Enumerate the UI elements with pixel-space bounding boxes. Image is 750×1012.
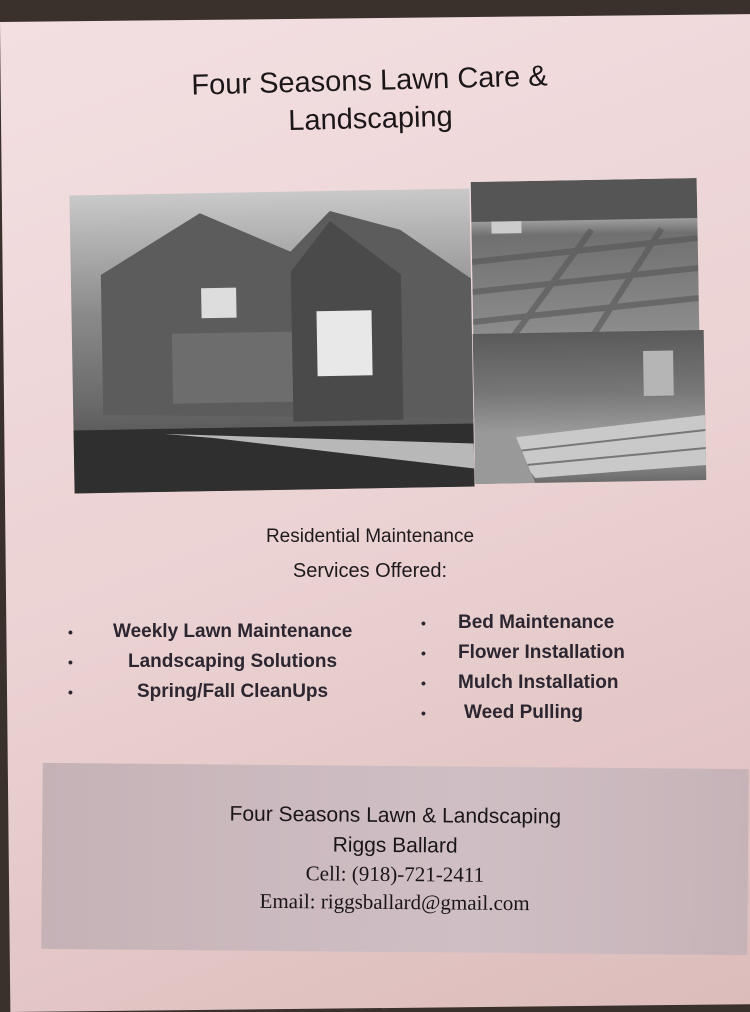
service-item: • Flower Installation (415, 638, 675, 668)
retaining-wall-photo (473, 330, 707, 484)
contact-company: Four Seasons Lawn & Landscaping (229, 802, 562, 829)
service-item: • Mulch Installation (415, 668, 675, 698)
services-list-left (60, 617, 390, 707)
bullet-icon: • (421, 615, 426, 631)
title-line-2: Landscaping (287, 100, 454, 138)
services-heading-line-2: Services Offered: (292, 560, 448, 582)
service-item: • Landscaping Solutions (60, 647, 390, 677)
bullet-icon: • (68, 654, 73, 670)
contact-cell: Cell: (918)-721-2411 (305, 861, 485, 887)
service-item: • Spring/Fall CleanUps (60, 677, 390, 707)
service-item: • Weed Pulling (415, 698, 675, 728)
contact-name: Riggs Ballard (332, 833, 458, 858)
contact-box (41, 763, 749, 955)
lawn-photo (471, 178, 700, 337)
title-line-1: Four Seasons Lawn Care & (191, 60, 548, 102)
bullet-icon: • (68, 624, 73, 640)
services-heading-line-1: Residential Maintenance (265, 526, 475, 547)
bullet-icon: • (421, 705, 426, 721)
bullet-icon: • (421, 645, 426, 661)
service-item: • Bed Maintenance (415, 608, 675, 638)
bullet-icon: • (421, 675, 426, 691)
services-list-right (415, 608, 675, 728)
contact-email: Email: riggsballard@gmail.com (259, 888, 530, 916)
house-photo (69, 189, 474, 494)
flyer-title (119, 55, 621, 144)
bullet-icon: • (68, 684, 73, 700)
service-item: • Weekly Lawn Maintenance (60, 617, 390, 647)
